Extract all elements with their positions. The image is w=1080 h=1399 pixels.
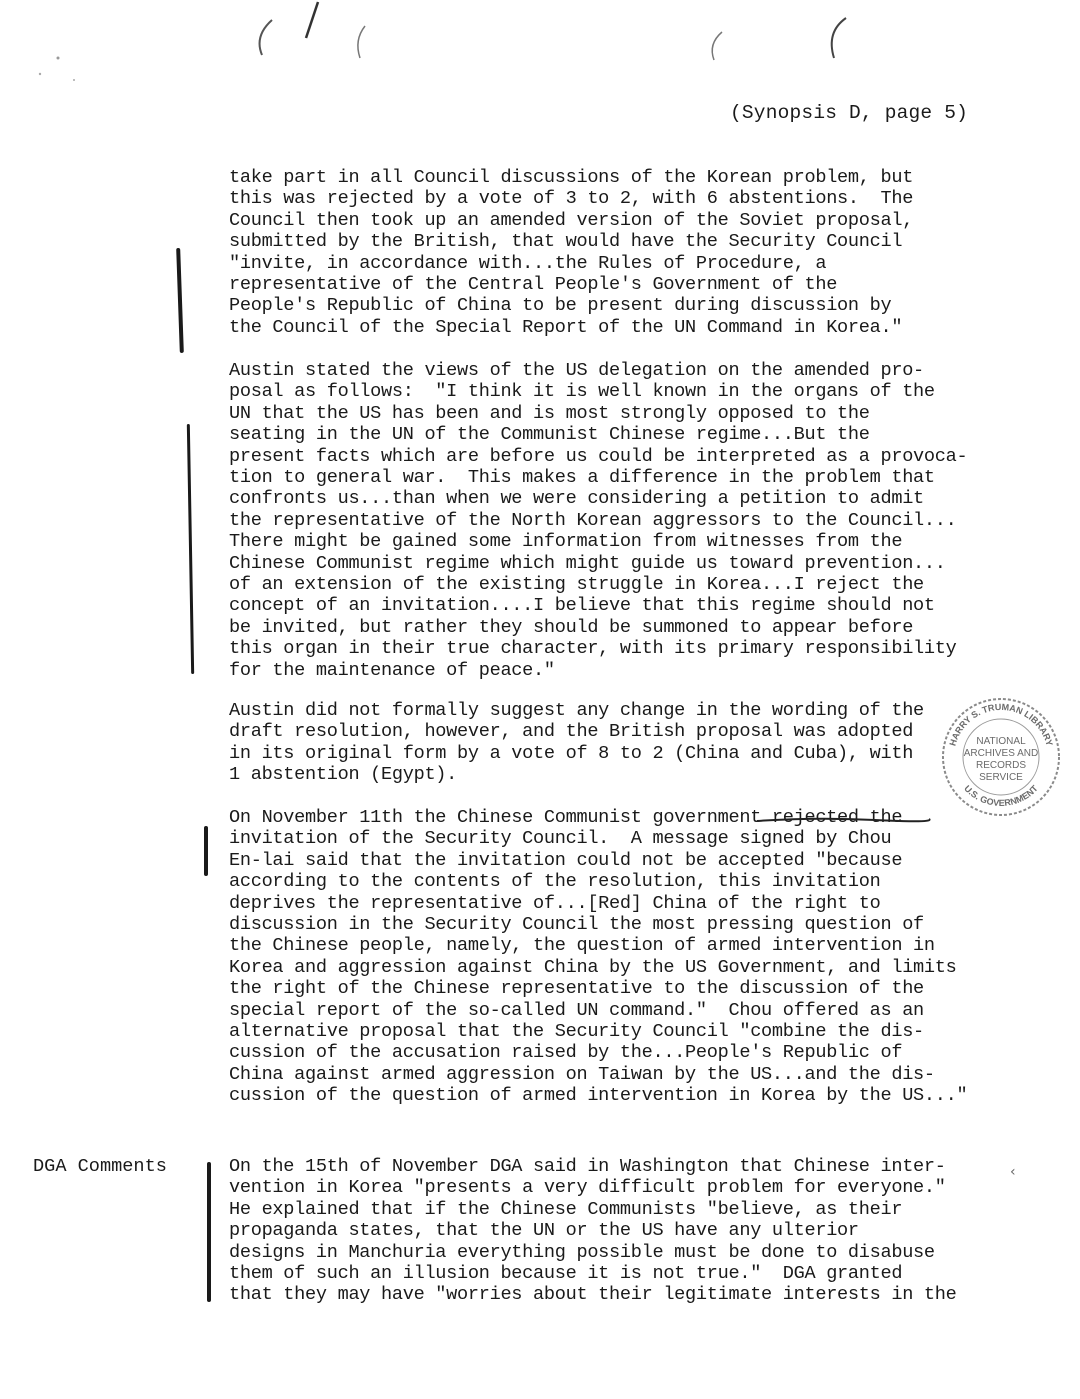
- text-line: 1 abstention (Egypt).: [229, 764, 458, 786]
- text-line: Korea and aggression against China by the US Government, and limits: [229, 956, 957, 978]
- text-line: discussion in the Security Council the most pressing question of: [229, 914, 924, 936]
- stamp-center-line: NATIONAL: [976, 736, 1026, 747]
- stamp-center-line: SERVICE: [979, 772, 1023, 783]
- text-line: UN that the US has been and is most strongly opposed to the: [229, 402, 870, 424]
- text-line: present facts which are before us could be interpreted as a provoca-: [229, 445, 968, 467]
- text-line: Austin stated the views of the US delegation on the amended pro-: [229, 360, 924, 381]
- margin-bar: [204, 826, 208, 876]
- stamp-bottom-text: U.S. GOVERNMENT: [962, 783, 1040, 809]
- text-line: according to the contents of the resolution, this invitation: [229, 871, 881, 893]
- text-line: be invited, but rather they should be summoned to appear before: [229, 616, 914, 638]
- margin-note-dga-comments: DGA Comments: [33, 1156, 167, 1177]
- paragraph-resolution-adopted: [229, 700, 969, 786]
- paragraph-austin-views: [229, 360, 969, 681]
- text-line: En-lai said that the invitation could not be accepted "because: [229, 849, 903, 871]
- text-line: for the maintenance of peace.": [229, 659, 555, 681]
- text-line: designs in Manchuria everything possible must be done to disabuse: [229, 1241, 935, 1263]
- text-line: Chinese Communist regime which might guide us toward prevention...: [229, 552, 946, 574]
- text-line: special report of the so-called UN command." Chou offered as an: [229, 999, 924, 1021]
- text-line: seating in the UN of the Communist Chinese regime...But the: [229, 424, 870, 446]
- text-line: that they may have "worries about their legitimate interests in the: [229, 1284, 957, 1306]
- text-line: propaganda states, that the UN or the US have any ulterior: [229, 1220, 859, 1242]
- text-line: vention in Korea "presents a very difficult problem for everyone.": [229, 1177, 946, 1199]
- stamp-ring-text: HARRY S. TRUMAN LIBRARY: [947, 701, 1055, 748]
- paragraph-dga-comments: [229, 1156, 969, 1306]
- text-line: them of such an illusion because it is not true." DGA granted: [229, 1263, 903, 1285]
- text-line: People's Republic of China to be present during discussion by: [229, 295, 892, 317]
- text-line: alternative proposal that the Security Council "combine the dis-: [229, 1021, 924, 1043]
- text-line: take part in all Council discussions of the Korean problem, but: [229, 167, 914, 188]
- text-line: On November 11th the Chinese Communist government rejected the: [229, 807, 903, 828]
- text-line: in its original form by a vote of 8 to 2 (China and Cuba), with: [229, 742, 914, 764]
- text-line: cussion of the accusation raised by the...People's Republic of: [229, 1042, 903, 1064]
- text-line: concept of an invitation....I believe that this regime should not: [229, 595, 935, 617]
- text-line: the right of the Chinese representative to the discussion of the: [229, 978, 924, 1000]
- text-line: submitted by the British, that would have the Security Council: [229, 231, 903, 253]
- text-line: confronts us...than when we were considering a petition to admit: [229, 488, 924, 510]
- handwritten-marks: [0, 0, 1080, 90]
- text-line: posal as follows: "I think it is well known in the organs of the: [229, 381, 935, 403]
- text-line: invitation of the Security Council. A message signed by Chou: [229, 828, 892, 850]
- text-line: the Council of the Special Report of the UN Command in Korea.": [229, 316, 903, 338]
- text-line: China against armed aggression on Taiwan by the US...and the dis-: [229, 1063, 935, 1085]
- stamp-center-line: RECORDS: [975, 760, 1027, 771]
- text-line: draft resolution, however, and the British proposal was adopted: [229, 721, 914, 743]
- text-line: "invite, in accordance with...the Rules of Procedure, a: [229, 252, 827, 274]
- text-line: cussion of the question of armed intervention in Korea by the US...": [229, 1085, 968, 1107]
- text-line: On the 15th of November DGA said in Washington that Chinese inter-: [229, 1156, 946, 1177]
- text-line: this organ in their true character, with its primary responsibility: [229, 638, 957, 660]
- margin-bar: [176, 248, 184, 353]
- text-line: Council then took up an amended version of the Soviet proposal,: [229, 209, 914, 231]
- text-line: He explained that if the Chinese Communists "believe, as their: [229, 1198, 903, 1220]
- paragraph-council-vote: [229, 167, 969, 338]
- page-reference-header: (Synopsis D, page 5): [730, 102, 969, 124]
- margin-bar: [207, 1162, 211, 1302]
- text-line: There might be gained some information from witnesses from the: [229, 531, 903, 553]
- text-line: the Chinese people, namely, the question of armed intervention in: [229, 935, 935, 957]
- text-line: representative of the Central People's Government of the: [229, 274, 838, 296]
- paragraph-invitation-rejected: [229, 807, 969, 1107]
- text-line: Austin did not formally suggest any change in the wording of the: [229, 700, 924, 721]
- text-line: deprives the representative of...[Red] China of the right to: [229, 892, 881, 914]
- text-line: the representative of the North Korean aggressors to the Council...: [229, 509, 957, 531]
- stamp-center-line: ARCHIVES AND: [963, 748, 1039, 759]
- handwritten-underline: [755, 811, 931, 827]
- margin-bar: [187, 424, 194, 674]
- text-line: tion to general war. This makes a difference in the problem that: [229, 467, 935, 489]
- margin-arrow-icon: ‹: [1010, 1164, 1016, 1180]
- text-line: of an extension of the existing struggle in Korea...I reject the: [229, 574, 924, 596]
- archives-stamp: [938, 694, 1064, 820]
- text-line: this was rejected by a vote of 3 to 2, with 6 abstentions. The: [229, 188, 914, 210]
